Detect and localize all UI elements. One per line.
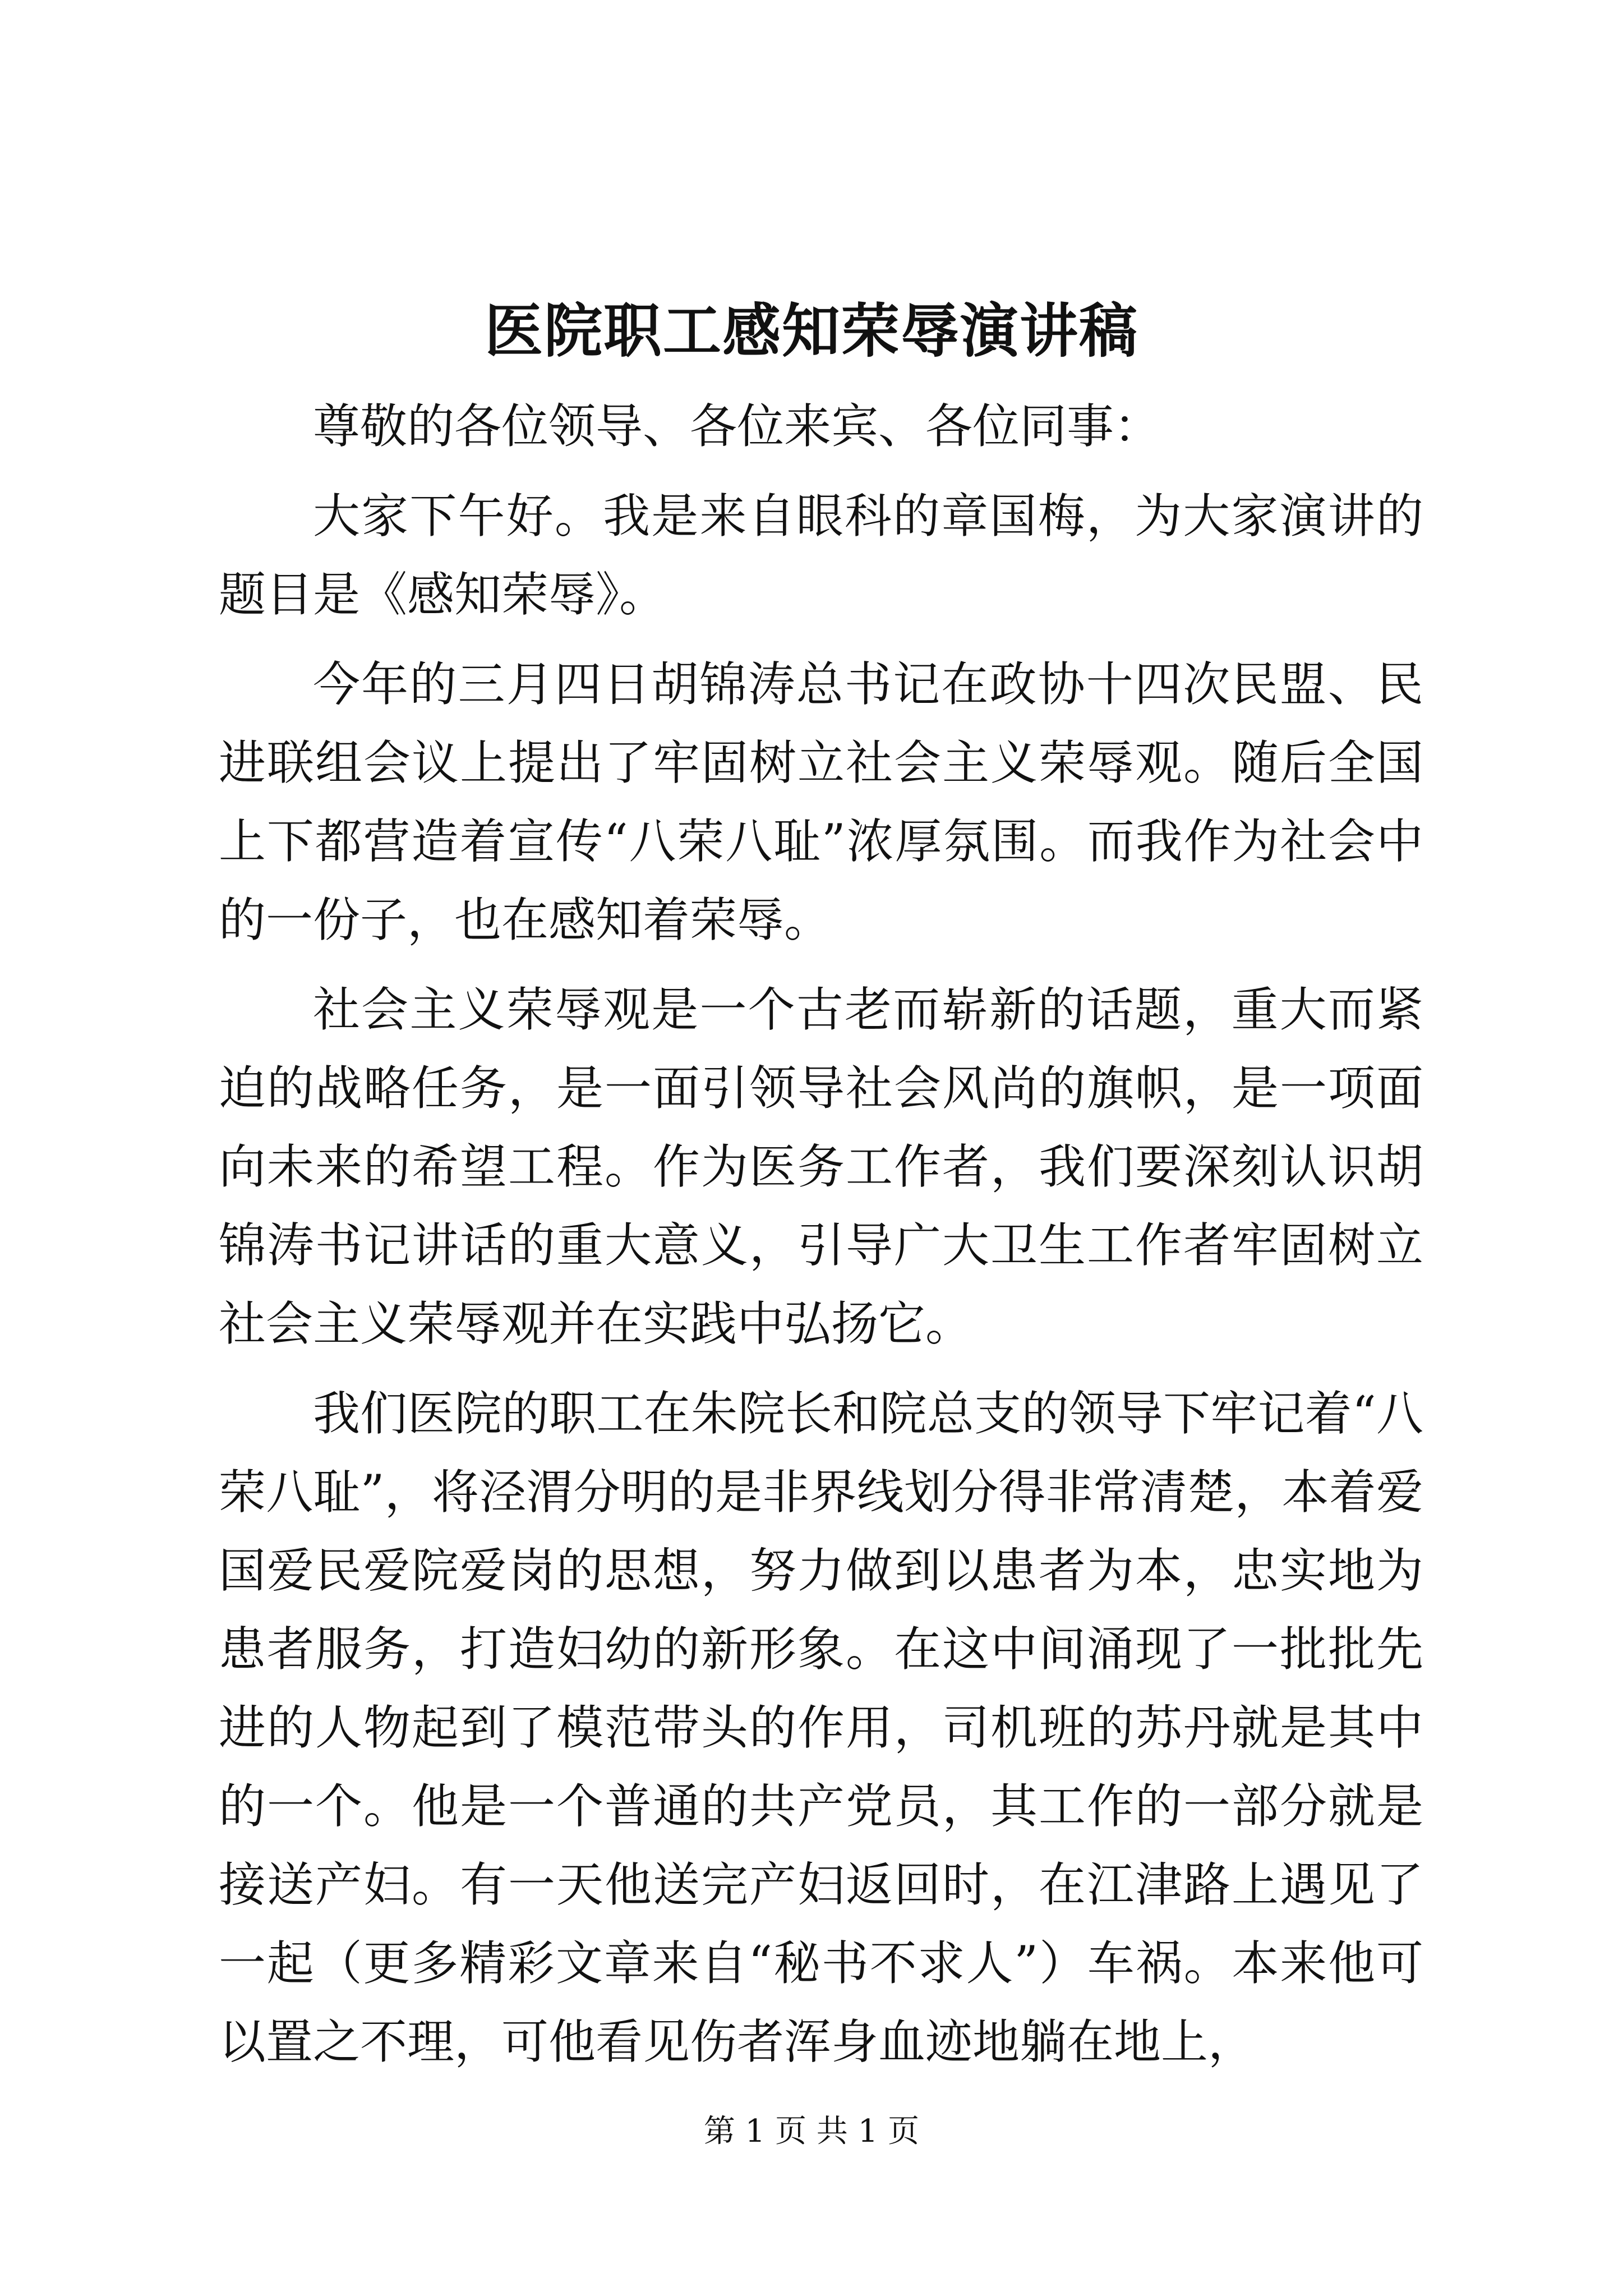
paragraph-hospital-example: 我们医院的职工在朱院长和院总支的领导下牢记着“八荣八耻”，将泾渭分明的是非界线划分得非常清楚，本着爱国爱民爱院爱岗的思想，努力做到以患者为本，忠实地为患者服务，打造妇幼的新形象。在这中间涌现了一批批先进的人物起到了模范带头的作用，司机班的苏丹就是其中的一个。他是一个普通的共产党员，其工作的一部分就是接送产妇。有一天他送完产妇返回时，在江津路上遇见了一起（更多精彩文章来自“秘书不求人”）车祸。本来他可以置之不理，可他看见伤者浑身血迹地躺在地上， — [219, 1386, 1423, 2069]
paragraph-greeting: 尊敬的各位领导、各位来宾、各位同事： — [313, 399, 1161, 454]
document-title: 医院职工感知荣辱演讲稿 — [484, 296, 1138, 365]
document-body — [219, 387, 1423, 2081]
paragraph-significance: 社会主义荣辱观是一个古老而崭新的话题，重大而紧迫的战略任务，是一面引领导社会风尚的旗帜，是一项面向未来的希望工程。作为医务工作者，我们要深刻认识胡锦涛书记讲话的重大意义，引导广大卫生工作者牢固树立社会主义荣辱观并在实践中弘扬它。 — [219, 982, 1423, 1351]
page-footer: 第 1 页 共 1 页 — [703, 2113, 920, 2150]
paragraph-background: 今年的三月四日胡锦涛总书记在政协十四次民盟、民进联组会议上提出了牢固树立社会主义荣辱观。随后全国上下都营造着宣传“八荣八耻”浓厚氛围。而我作为社会中的一份子，也在感知着荣辱。 — [219, 657, 1423, 947]
paragraph-intro: 大家下午好。我是来自眼科的章国梅，为大家演讲的题目是《感知荣辱》。 — [219, 489, 1423, 622]
